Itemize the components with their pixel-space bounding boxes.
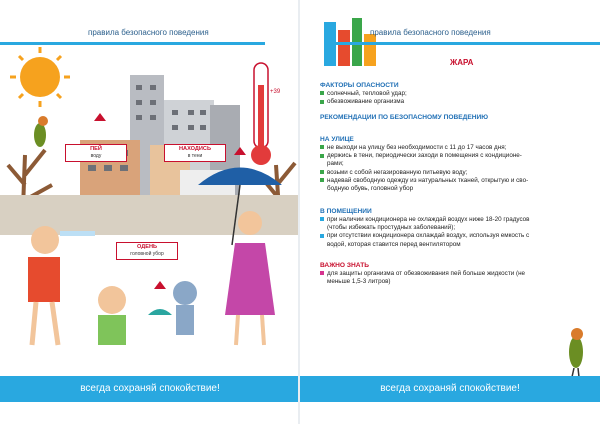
callout-wear-title: ОДЕНЬ — [136, 244, 158, 250]
heat-illustration — [0, 45, 300, 385]
bullet-icon — [320, 145, 324, 149]
bullet-icon — [320, 91, 324, 95]
list-item: держись в тени, периодически заходи в помещения с кондиционе- — [320, 152, 592, 160]
right-footer-banner: всегда сохраняй спокойствие! — [300, 376, 600, 402]
bullet-icon — [320, 178, 324, 182]
important-list — [320, 270, 592, 286]
factors-heading: ФАКТОРЫ ОПАСНОСТИ — [320, 82, 399, 89]
indoors-heading: В ПОМЕЩЕНИИ — [320, 208, 372, 215]
callout-wear-sub: головной убор — [130, 251, 164, 257]
bullet-icon — [320, 217, 324, 221]
callout-shade — [164, 144, 226, 162]
callout-wear — [116, 242, 178, 260]
list-item: возьми с собой негазированную питьевую воду; — [320, 169, 592, 177]
list-item: не выходи на улицу без необходимости с 11 до 17 часов дня; — [320, 144, 592, 152]
left-header: правила безопасного поведения — [88, 28, 209, 37]
list-item: обезвоживание организма — [320, 98, 592, 106]
list-item: при отсутствии кондиционера охлаждай воздух, используя емкость с — [320, 232, 592, 240]
cat-figure — [173, 281, 197, 335]
list-item-continued: (чтобы избежать простудных заболеваний); — [327, 224, 456, 232]
bullet-icon — [320, 100, 324, 104]
bullet-icon — [320, 234, 324, 238]
parrot-icon — [34, 116, 48, 147]
thermometer-icon — [251, 63, 271, 165]
callout-drink — [65, 144, 127, 162]
thermometer-label: +39 — [270, 89, 281, 95]
bullet-icon — [320, 154, 324, 158]
bullet-icon — [320, 271, 324, 275]
callout-drink-sub: воду — [90, 153, 102, 159]
list-item: для защиты организма от обезвоживания пей больше жидкости (не — [320, 270, 592, 278]
callout-shade-title: НАХОДИСЬ — [178, 146, 211, 152]
tired-child-figure — [98, 286, 126, 345]
indoors-list — [320, 216, 592, 249]
outdoors-heading: НА УЛИЦЕ — [320, 136, 354, 143]
factors-list — [320, 90, 592, 106]
list-item-continued: водой, которая ставится перед вентилятором — [327, 240, 461, 248]
callout-drink-title: ПЕЙ — [90, 146, 102, 152]
list-item: надевай свободную одежду из натуральных тканей, открытую и сво- — [320, 177, 592, 185]
recommendations-heading: РЕКОМЕНДАЦИИ ПО БЕЗОПАСНОМУ ПОВЕДЕНИЮ — [320, 114, 489, 121]
left-footer-banner: всегда сохраняй спокойствие! — [0, 376, 300, 402]
right-header: правила безопасного поведения — [370, 28, 491, 37]
list-item-continued: рами; — [327, 160, 344, 168]
callout-shade-sub: в тени — [187, 153, 203, 159]
right-header-rule — [324, 42, 600, 45]
outdoors-list — [320, 144, 592, 193]
list-item-continued: меньше 1,5-3 литров) — [327, 278, 391, 286]
list-item: при наличии кондиционера не охлаждай воздух ниже 18-20 градусов — [320, 216, 592, 224]
important-heading: ВАЖНО ЗНАТЬ — [320, 262, 369, 269]
bullet-icon — [320, 170, 324, 174]
list-item-continued: бодную обувь, головной убор — [327, 185, 414, 193]
sun-icon — [10, 47, 70, 107]
page-title: ЖАРА — [450, 58, 474, 67]
list-item: солнечный, тепловой удар; — [320, 90, 592, 98]
